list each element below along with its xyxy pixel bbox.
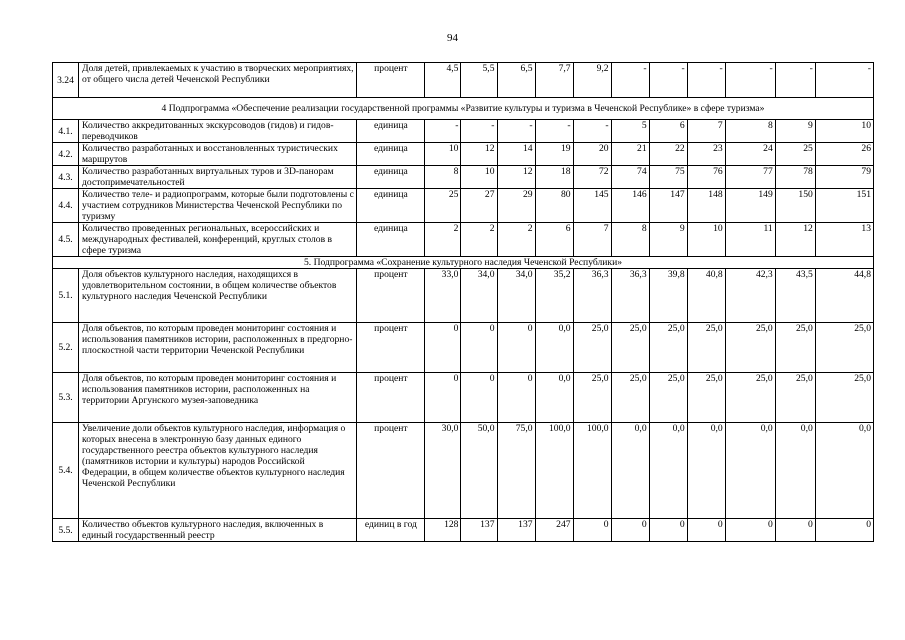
value-cell: 147 <box>649 189 687 223</box>
row-number: 3.24 <box>53 63 79 98</box>
value-cell: 25,0 <box>725 323 775 373</box>
value-cell: 0 <box>573 519 611 542</box>
value-cell: 0,0 <box>687 423 725 519</box>
row-number: 5.5. <box>53 519 79 542</box>
value-cell: 35,2 <box>535 269 573 323</box>
value-cell: 22 <box>649 143 687 166</box>
value-cell: 0 <box>775 519 815 542</box>
subprogram-title: 4 Подпрограмма «Обеспечение реализации государственной программы «Развитие культуры и туризма в Чеченской Республике» в сфере туризма» <box>53 98 874 120</box>
subprogram-title: 5. Подпрограмма «Сохранение культурного наследия Чеченской Республики» <box>53 257 874 269</box>
row-number: 5.4. <box>53 423 79 519</box>
value-cell: 25,0 <box>649 323 687 373</box>
value-cell: 19 <box>535 143 573 166</box>
value-cell: 0,0 <box>725 423 775 519</box>
value-cell: 9 <box>775 120 815 143</box>
value-cell: 26 <box>815 143 873 166</box>
value-cell: 50,0 <box>461 423 497 519</box>
section-header-row <box>53 98 874 120</box>
indicator-name: Количество разработанных и восстановленных туристических маршрутов <box>79 143 357 166</box>
unit-cell: процент <box>357 269 425 323</box>
value-cell: 0,0 <box>611 423 649 519</box>
value-cell: - <box>535 120 573 143</box>
value-cell: 25,0 <box>611 373 649 423</box>
value-cell: 10 <box>815 120 873 143</box>
unit-cell: единиц в год <box>357 519 425 542</box>
value-cell: - <box>573 120 611 143</box>
value-cell: 0,0 <box>535 373 573 423</box>
value-cell: 25,0 <box>649 373 687 423</box>
value-cell: 36,3 <box>611 269 649 323</box>
unit-cell: единица <box>357 120 425 143</box>
indicator-name: Доля объектов, по которым проведен мониторинг состояния и использования памятников истории, расположенных на территории Аргунского музея-заповедника <box>79 373 357 423</box>
value-cell: 6 <box>649 120 687 143</box>
value-cell: 29 <box>497 189 535 223</box>
value-cell: - <box>461 120 497 143</box>
value-cell: 27 <box>461 189 497 223</box>
value-cell: - <box>425 120 461 143</box>
row-number: 4.4. <box>53 189 79 223</box>
value-cell: 11 <box>725 223 775 257</box>
value-cell: 150 <box>775 189 815 223</box>
value-cell: 5,5 <box>461 63 497 98</box>
value-cell: 79 <box>815 166 873 189</box>
value-cell: 0 <box>425 323 461 373</box>
value-cell: 25,0 <box>775 323 815 373</box>
value-cell: 25,0 <box>775 373 815 423</box>
value-cell: 12 <box>497 166 535 189</box>
indicator-name: Количество аккредитованных экскурсоводов (гидов) и гидов-переводчиков <box>79 120 357 143</box>
table-row <box>53 223 874 257</box>
value-cell: 137 <box>497 519 535 542</box>
row-number: 5.3. <box>53 373 79 423</box>
table-body <box>53 63 874 542</box>
value-cell: 149 <box>725 189 775 223</box>
unit-cell: процент <box>357 373 425 423</box>
value-cell: 34,0 <box>461 269 497 323</box>
value-cell: 72 <box>573 166 611 189</box>
value-cell: 7,7 <box>535 63 573 98</box>
value-cell: 6 <box>535 223 573 257</box>
value-cell: 39,8 <box>649 269 687 323</box>
value-cell: 0 <box>725 519 775 542</box>
value-cell: 12 <box>775 223 815 257</box>
table-row <box>53 143 874 166</box>
value-cell: 25,0 <box>815 373 873 423</box>
value-cell: 6,5 <box>497 63 535 98</box>
value-cell: 148 <box>687 189 725 223</box>
value-cell: 8 <box>425 166 461 189</box>
value-cell: 2 <box>425 223 461 257</box>
page-number: 94 <box>447 32 458 44</box>
unit-cell: единица <box>357 223 425 257</box>
value-cell: 0 <box>815 519 873 542</box>
indicator-name: Увеличение доли объектов культурного наследия, информация о которых внесена в электронную базу данных единого государственного реестра объектов культурного наследия (памятников истории и культуры) народов Российской Федерации, в общем количестве объектов культурного наследия Чеченской Республики <box>79 423 357 519</box>
table-row <box>53 189 874 223</box>
value-cell: 0,0 <box>815 423 873 519</box>
value-cell: 34,0 <box>497 269 535 323</box>
value-cell: 18 <box>535 166 573 189</box>
unit-cell: процент <box>357 63 425 98</box>
indicator-name: Количество объектов культурного наследия, включенных в единый государственный реестр <box>79 519 357 542</box>
indicator-name: Количество разработанных виртуальных туров и 3D-панорам достопримечательностей <box>79 166 357 189</box>
value-cell: 12 <box>461 143 497 166</box>
unit-cell: процент <box>357 423 425 519</box>
value-cell: 43,5 <box>775 269 815 323</box>
value-cell: 0 <box>611 519 649 542</box>
value-cell: - <box>611 63 649 98</box>
value-cell: 0,0 <box>649 423 687 519</box>
value-cell: 33,0 <box>425 269 461 323</box>
value-cell: 75 <box>649 166 687 189</box>
value-cell: 25,0 <box>573 373 611 423</box>
value-cell: 25 <box>425 189 461 223</box>
indicators-table <box>52 62 874 542</box>
value-cell: 21 <box>611 143 649 166</box>
value-cell: - <box>687 63 725 98</box>
value-cell: - <box>775 63 815 98</box>
value-cell: - <box>725 63 775 98</box>
value-cell: 100,0 <box>573 423 611 519</box>
value-cell: - <box>815 63 873 98</box>
value-cell: 25 <box>775 143 815 166</box>
table-row <box>53 269 874 323</box>
value-cell: 30,0 <box>425 423 461 519</box>
value-cell: 77 <box>725 166 775 189</box>
row-number: 4.1. <box>53 120 79 143</box>
value-cell: 151 <box>815 189 873 223</box>
value-cell: 7 <box>573 223 611 257</box>
value-cell: 0 <box>497 323 535 373</box>
value-cell: 25,0 <box>573 323 611 373</box>
value-cell: - <box>649 63 687 98</box>
table-row <box>53 423 874 519</box>
indicator-name: Доля объектов, по которым проведен мониторинг состояния и использования памятников истории, расположенных в предгорно-плоскостной части территории Чеченской Республики <box>79 323 357 373</box>
value-cell: 10 <box>461 166 497 189</box>
table-row <box>53 373 874 423</box>
value-cell: - <box>497 120 535 143</box>
value-cell: 7 <box>687 120 725 143</box>
value-cell: 75,0 <box>497 423 535 519</box>
indicator-name: Доля детей, привлекаемых к участию в творческих мероприятиях, от общего числа детей Чеченской Республики <box>79 63 357 98</box>
value-cell: 9 <box>649 223 687 257</box>
value-cell: 20 <box>573 143 611 166</box>
value-cell: 145 <box>573 189 611 223</box>
value-cell: 247 <box>535 519 573 542</box>
value-cell: 44,8 <box>815 269 873 323</box>
value-cell: 25,0 <box>725 373 775 423</box>
indicator-name: Количество проведенных региональных, всероссийских и международных фестивалей, конференций, круглых столов в сфере туризма <box>79 223 357 257</box>
value-cell: 23 <box>687 143 725 166</box>
row-number: 4.5. <box>53 223 79 257</box>
value-cell: 2 <box>497 223 535 257</box>
indicator-name: Количество теле- и радиопрограмм, которые были подготовлены с участием сотрудников Министерства Чеченской Республики по туризму <box>79 189 357 223</box>
value-cell: 13 <box>815 223 873 257</box>
indicator-name: Доля объектов культурного наследия, находящихся в удовлетворительном состоянии, в общем количестве объектов культурного наследия Чеченской Республики <box>79 269 357 323</box>
value-cell: 0 <box>649 519 687 542</box>
unit-cell: единица <box>357 166 425 189</box>
value-cell: 0,0 <box>775 423 815 519</box>
table-row <box>53 323 874 373</box>
unit-cell: процент <box>357 323 425 373</box>
value-cell: 137 <box>461 519 497 542</box>
row-number: 5.2. <box>53 323 79 373</box>
table-row <box>53 63 874 98</box>
value-cell: 36,3 <box>573 269 611 323</box>
value-cell: 4,5 <box>425 63 461 98</box>
value-cell: 24 <box>725 143 775 166</box>
value-cell: 0 <box>687 519 725 542</box>
value-cell: 146 <box>611 189 649 223</box>
value-cell: 40,8 <box>687 269 725 323</box>
table-row <box>53 166 874 189</box>
value-cell: 0 <box>461 323 497 373</box>
value-cell: 2 <box>461 223 497 257</box>
value-cell: 25,0 <box>687 373 725 423</box>
value-cell: 25,0 <box>687 323 725 373</box>
value-cell: 42,3 <box>725 269 775 323</box>
value-cell: 76 <box>687 166 725 189</box>
section-header-row <box>53 257 874 269</box>
value-cell: 25,0 <box>611 323 649 373</box>
value-cell: 8 <box>725 120 775 143</box>
row-number: 5.1. <box>53 269 79 323</box>
table-row <box>53 120 874 143</box>
value-cell: 74 <box>611 166 649 189</box>
value-cell: 8 <box>611 223 649 257</box>
unit-cell: единица <box>357 189 425 223</box>
row-number: 4.3. <box>53 166 79 189</box>
value-cell: 5 <box>611 120 649 143</box>
value-cell: 100,0 <box>535 423 573 519</box>
value-cell: 0 <box>497 373 535 423</box>
value-cell: 14 <box>497 143 535 166</box>
value-cell: 78 <box>775 166 815 189</box>
value-cell: 9,2 <box>573 63 611 98</box>
unit-cell: единица <box>357 143 425 166</box>
table-row <box>53 519 874 542</box>
value-cell: 0,0 <box>535 323 573 373</box>
value-cell: 0 <box>425 373 461 423</box>
value-cell: 10 <box>425 143 461 166</box>
value-cell: 0 <box>461 373 497 423</box>
value-cell: 10 <box>687 223 725 257</box>
value-cell: 80 <box>535 189 573 223</box>
row-number: 4.2. <box>53 143 79 166</box>
value-cell: 128 <box>425 519 461 542</box>
value-cell: 25,0 <box>815 323 873 373</box>
